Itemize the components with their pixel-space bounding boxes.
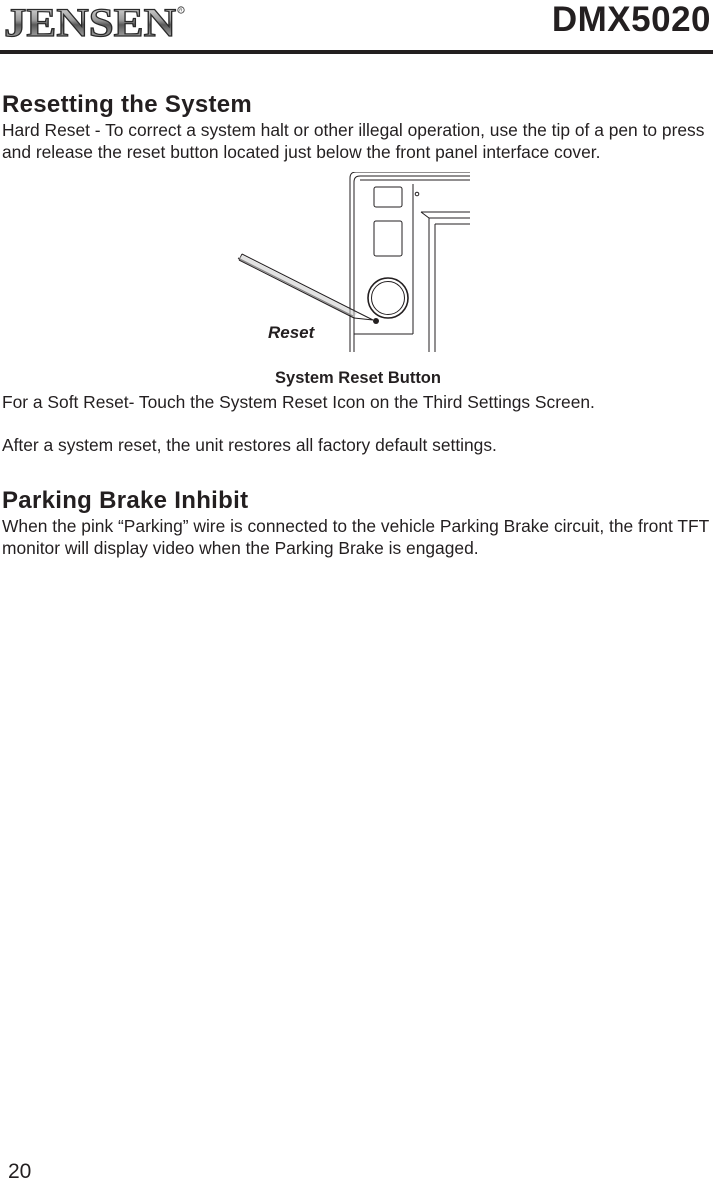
page-number: 20 [8,1160,32,1183]
jensen-logo [2,2,186,40]
figure-caption: System Reset Button [275,369,441,387]
restore-paragraph: After a system reset, the unit restores all factory default settings. [2,434,497,455]
parking-section-title: Parking Brake Inhibit [2,487,249,514]
page-content [2,90,710,559]
page-header [0,0,713,54]
svg-text:JENSEN: JENSEN [4,2,177,40]
model-number: DMX5020 [551,0,711,39]
header-rule [0,50,713,54]
reset-label: Reset [268,323,315,342]
reset-section-title: Resetting the System [2,91,253,118]
soft-reset-paragraph: For a Soft Reset- Touch the System Reset Icon on the Third Settings Screen. [2,392,595,412]
reset-button-figure [2,172,710,362]
svg-text:R: R [179,7,183,13]
hard-reset-paragraph: Hard Reset - To correct a system halt or other illegal operation, use the tip of a pen to press and release the reset button located just below the front panel interface cover. [2,120,705,162]
parking-paragraph: When the pink “Parking” wire is connected to the vehicle Parking Brake circuit, the front TFT monitor will display video when the Parking Brake is engaged. [2,516,709,558]
